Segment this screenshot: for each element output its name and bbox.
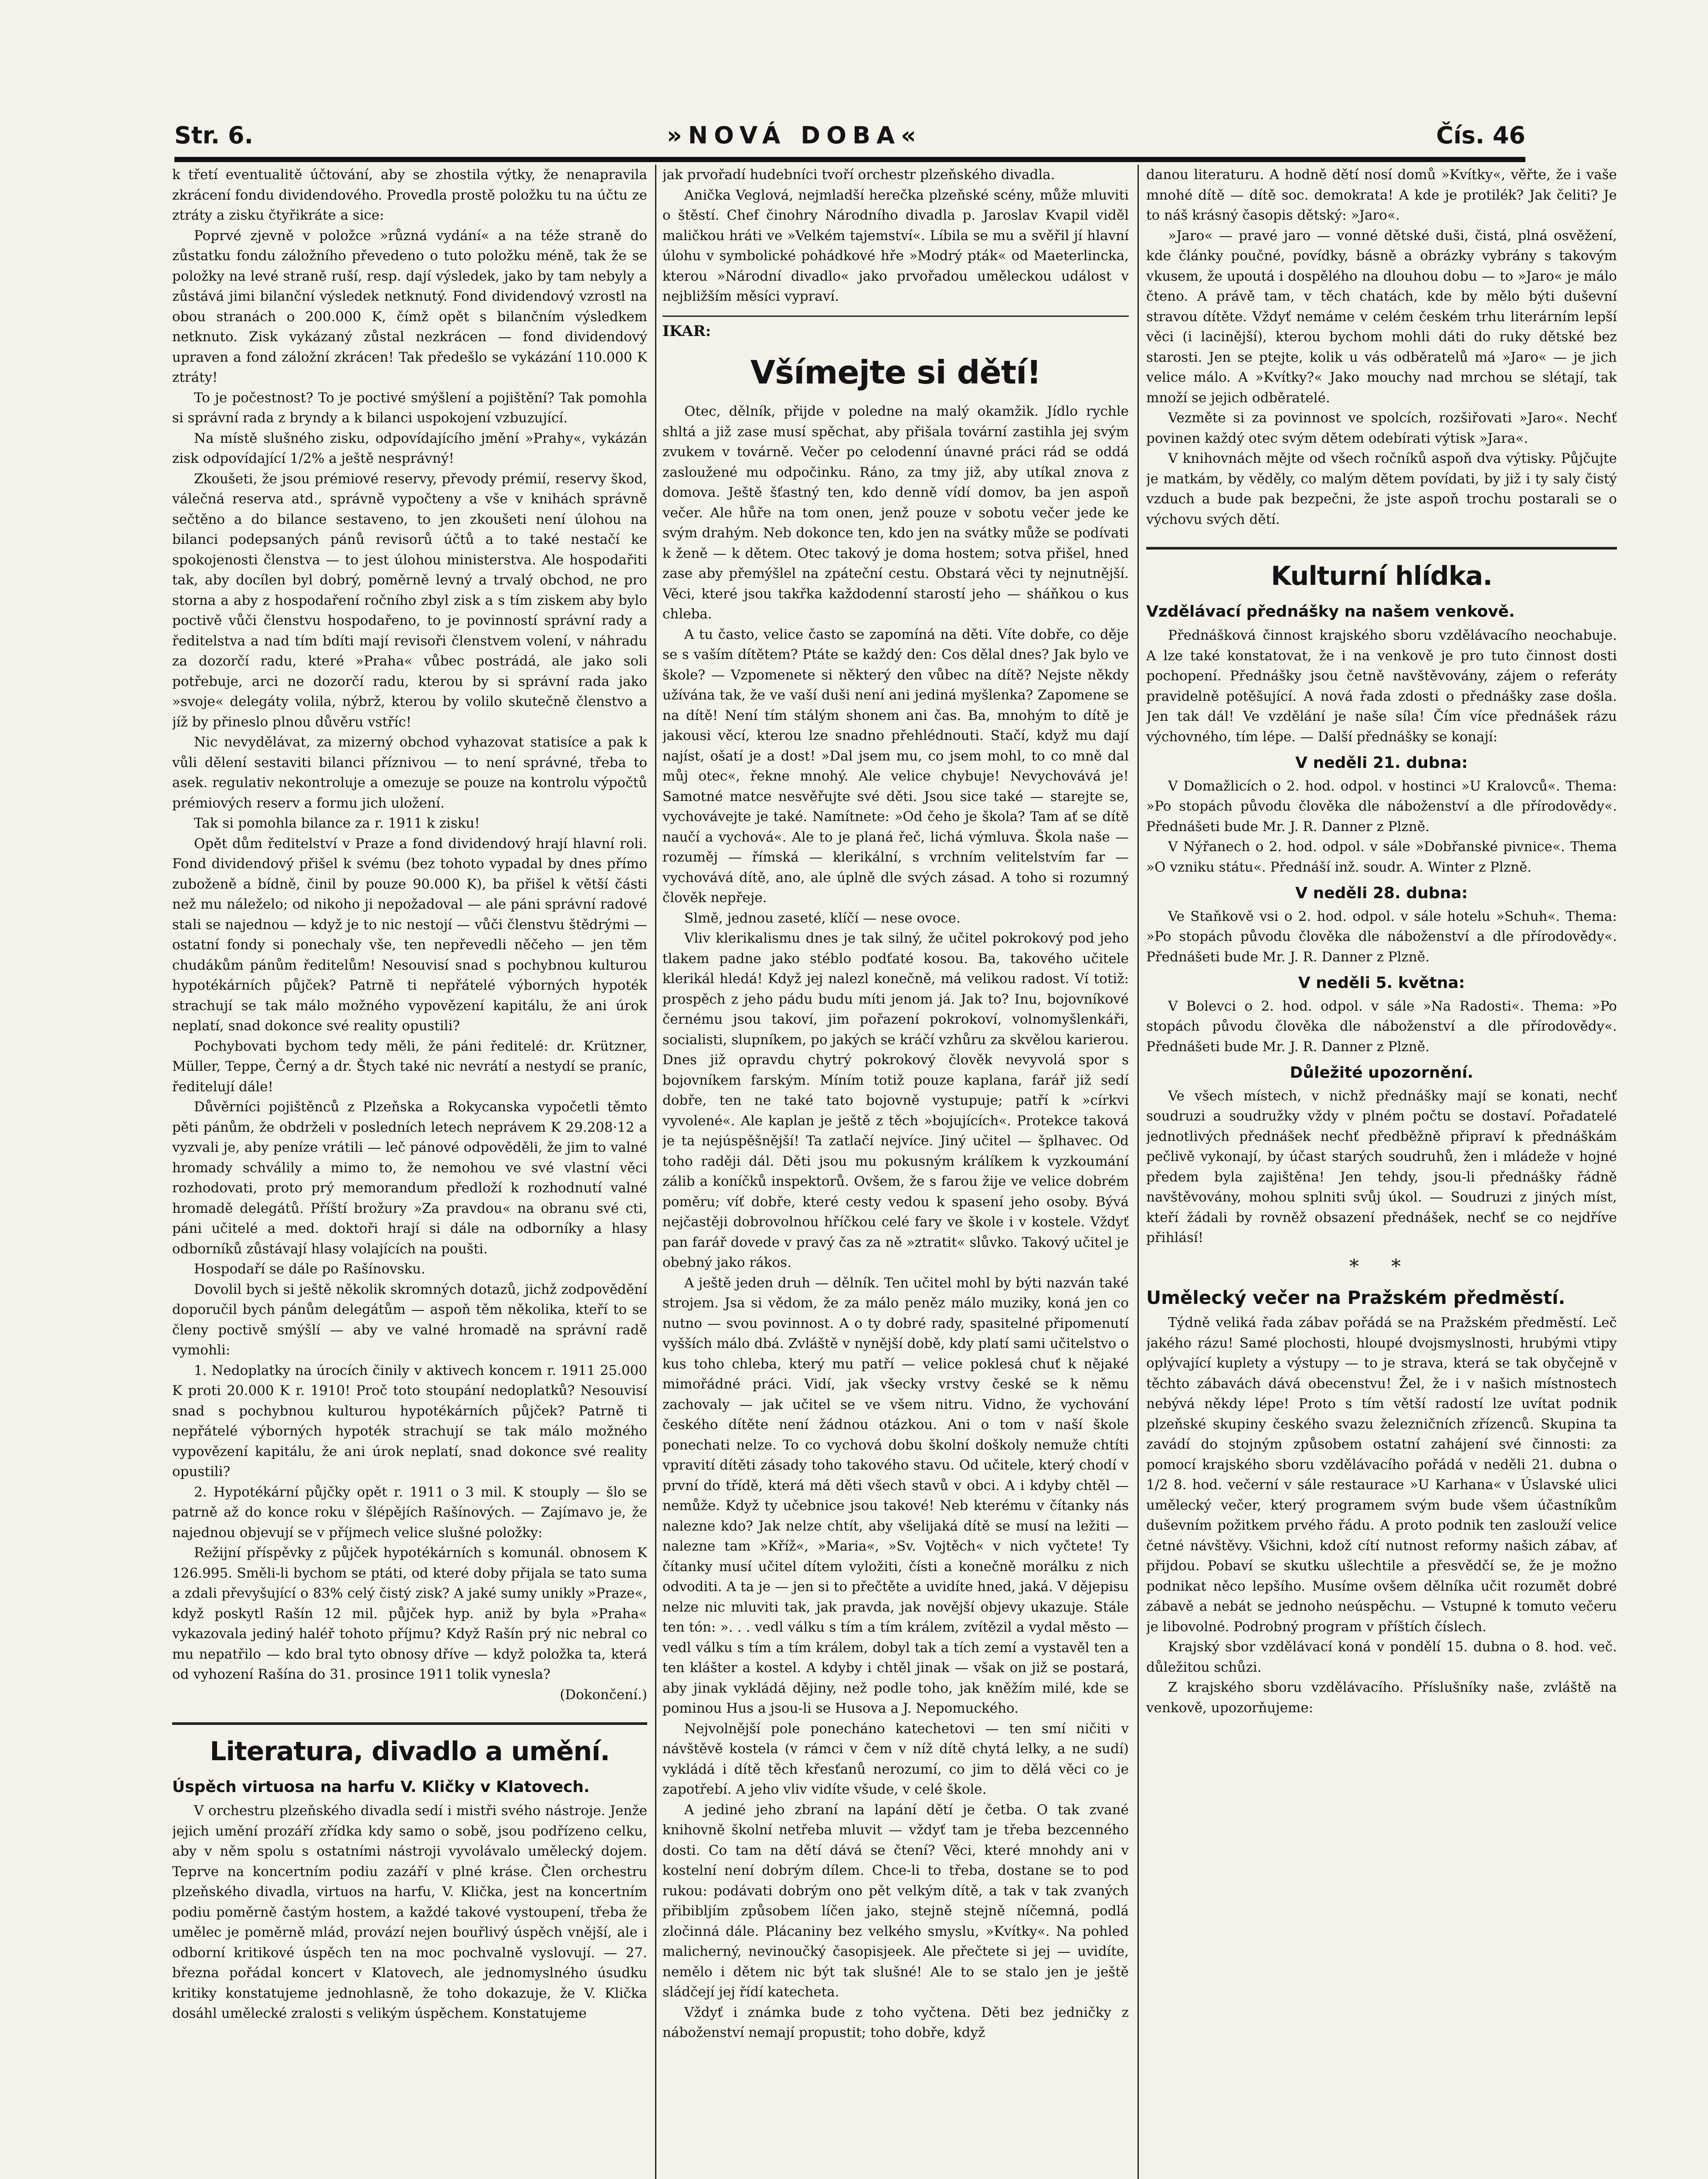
col1-paragraph: Pochybovati bychom tedy měli, že páni ředitelé: dr. Krützner, Müller, Teppe, Černý a dr. Štych také nic nevrátí a nestydí se praníc, ředitelují dále! [172, 1038, 647, 1095]
col2-paragraph: Slmě, jednou zaseté, klíčí — nese ovoce. [684, 910, 961, 926]
col1-paragraph: k třetí eventualitě účtování, aby se zhostila výtky, že nenapravila zkrácení fondu dividendového. Provedla prostě položku tu na účtu ze ztráty a zisku čtyřikráte a sice: [172, 167, 647, 223]
col3-paragraph: Vezměte si za povinnost ve spolcích, rozšiřovati »Jaro«. Nechť povinen každý otec svým dětem odebírati výtisk »Jara«. [1146, 410, 1617, 446]
notice-text: Ve všech místech, v nichž přednášky mají se konati, nechť soudruzi a soudružky vždy v plném počtu se dostaví. Pořadatelé jednotlivých přednášek nechť předběžně připraví k přednáškám pečlivě vykonají, by účast starých soudruhů, žen i mládeže v hojné předem byla zajištěna! Jen tehdy, jsou-li přednášky řádně navštěvovány, mohou splniti svůj úkol. — Soudruzi z jiných míst, kteří žádali by rovněž obsazení přednášek, nechť se co nejdříve přihlásí! [1146, 1088, 1617, 1246]
col1-paragraph: Tak si pomohla bilance za r. 1911 k zisku! [194, 815, 480, 831]
continued-note: (Dokončení.) [560, 1687, 647, 1703]
col2-paragraph: jak prvořadí hudebníci tvoří orchestr plzeňského divadla. [662, 167, 1055, 183]
schedule-item: V Bolevci o 2. hod. odpol. v sále »Na Radosti«. Thema: »Po stopách původu člověka dle náboženství a dle přírodovědy«. Přednášeti bude Mr. J. R. Danner z Plzně. [1146, 998, 1617, 1055]
page-header [174, 118, 1525, 162]
col1-paragraph: 1. Nedoplatky na úrocích činily v aktivech koncem r. 1911 25.000 K proti 20.000 K r. 1910! Proč toto stoupání nedoplatků? Nesouvisí snad s pochybnou kulturou hypotékárních půjček? Patrně ti nepřátelé výborných hypoték strachují se tak málo možného vypovězení kapitálu, že ani úrok neplatí, snad dokonce své reality opustili? [172, 1362, 647, 1480]
column-rule-2 [1138, 165, 1139, 2179]
event-paragraph: Týdně veliká řada zábav pořádá se na Pražském předměstí. Leč jakého rázu! Samé plochosti, hloupé dvojsmyslnosti, hrubými vtipy oplývající kuplety a výstupy — to je strava, která se tak obyčejně v těchto zábavách dává obecenstvu! Žel, že i v našich místnostech nebývá někdy lépe! Proto s tím větší radostí lze uvítat podnik plzeňské skupiny českého svazu železničních zřízenců. Skupina ta zavádí do stojným způsobem ostatní zahájení své činnosti: za pomocí krajského sboru vzdělávacího pořádá v neděli 21. dubna o 1/2 8. hod. večerní v sále restaurace »U Karhana« v Úslavské ulici umělecký večer, který programem svým bude všem účastníkům duševním požitkem prvého řádu. A proto podnik ten zaslouží velice četné návštěvy. Všichni, kdož cítí nutnost reformy našich zábav, ať přijdou. Pobaví se skutku ušlechtile a přesvědčí se, že je možno podnikat něco lepšího. Musíme ovšem dělníka učit rozumět dobré zábavě a nebát se jednoho neúspěchu. — Vstupné k tomuto večeru je libovolné. Podrobný program v příštích číslech. [1146, 1315, 1617, 1635]
notice-heading: Důležité upozornění. [1290, 1064, 1474, 1082]
col3-paragraph: danou literaturu. A hodně dětí nosí domů »Kvítky«, věřte, že i vaše mnohé dítě — dítě soc. demokrata! A kde je protilék? Jak čeliti? Je to náš krásný časopis dětský: »Jaro«. [1146, 167, 1617, 223]
sub-heading-prednasky: Vzdělávací přednášky na našem venkově. [1146, 603, 1515, 621]
schedule-item: Ve Staňkově vsi o 2. hod. odpol. v sále hotelu »Schuh«. Thema: »Po stopách původu člověka dle náboženství a dle přírodovědy«. Přednášeti bude Mr. J. R. Danner z Plzně. [1146, 908, 1617, 965]
col1-paragraph: Režijní příspěvky z půjček hypotékárních s komunál. obnosem K 126.995. Směli-li bychom se ptáti, od které doby přijala se tato suma a zdali převyšující o 83% celý čistý zisk? A jaké sumy unikly »Praze«, když poskytl Rašín 12 mil. půjček hyp. aniž by byla »Praha« vykazovala jediný haléř tohoto příjmu? Když Rašín prý nic nebral co mu nepatřilo — kdo bral tyto obnosy dříve — když položka ta, která od vyhození Rašína do 31. prosince 1911 tolik vynesla? [172, 1545, 647, 1682]
column-2 [662, 165, 1129, 2179]
col2-paragraph: Nejvolnější pole ponecháno katechetovi — ten smí ničiti v návštěvě kostela (v rámci v čem v níž dítě chytá lelky, a ne sudí) vykládá i dítě těch křesťanů nerozumí, co jim to dělá věci co je zapotřebí. A jeho vliv vidíte všude, v celé škole. [662, 1721, 1129, 1797]
col2-paragraph: Otec, dělník, přijde v poledne na malý okamžik. Jídlo rychle shltá a již zase musí spěchat, aby přišala tovární zastihla jej svým zvukem v továrně. Večer po celodenní únavné práci rád se oddá zasloužené mu odpočinku. Ráno, za tmy již, aby utíkal znova z domova. Ještě šťastný ten, kdo denně vídí domov, ba jen aspoň večer. Ale hůře na tom onen, jenž pouze v sobotu večer jede ke svým drahým. Neb dokonce ten, kdo jen na svátky může se podívati k ženě — k dětem. Otec takový je doma hostem; sotva přišel, hned zase aby přemýšlel na zpáteční cestu. Obstará věci ty nejnutnější. Věci, které jsou takřka každodenní starostí jeho — sháňkou o kus chleba. [662, 404, 1129, 622]
schedule-date: V neděli 21. dubna: [1295, 754, 1468, 772]
column-3 [1146, 165, 1617, 2179]
col2-paragraph: A tu často, velice často se zapomíná na děti. Víte dobře, co děje se s vaším dítětem? Ptáte se každý den: Cos dělal dnes? Jak bylo ve škole? — Vzpomenete si některý den vůbec na dítě? Nejste někdy užívána tak, že ve vaší duši není ani jediná myšlenka? Zapomene se na dítě! Není tím stálým shonem ani čas. Ba, mnohým to dítě je jakousi věcí, kterou lze snadno přehlédnouti. Stačí, když mu dají najíst, ošatí je a dost! »Dal jsem mu, co jsem mohl, to co mně dal můj otec«, řekne mnohý. Ale velice chybuje! Nevychovává je! Samotné matce nesvěřujte své děti. Jsou sice také — starejte se, vychovávejte je také. Namítnete: »Od čeho je škola? Tam ať se dítě naučí a vychová«. Ale to je planá řeč, lichá výmluva. Škola naše — rozuměj — římská — klerikální, s vrchním velitelstvím far — vychovává dítě, ano, ale úplně dle svých zásad. A toho si rozumný člověk nepřeje. [662, 626, 1129, 906]
section-heading-literatura: Literatura, divadlo a umění. [172, 1722, 647, 1770]
col1-paragraph: Poprvé zjevně v položce »různá vydání« a na téže straně do zůstatku fondu záložního převedeno o tuto položku méně, tak že se položky na levé straně ruší, resp. dají výsledek, jako by tam nebyly a zůstává jimi bilanční výsledek netknutý. Fond dividendový vzrostl na obou stranách o 200.000 K, čímž opět s bilančním výsledkem netknuto. Zisk vykázaný zůstal nezkrácen — fond dividendový upraven a fond záložní zkrácen! Tak předešlo se vykázání 110.000 K ztráty! [172, 227, 647, 385]
col1-paragraph: Zkoušeti, že jsou prémiové reservy, převody prémií, reservy škod, válečná reserva atd., správně vypočteny a vše v knihách správně sečtěno a do bilance sestaveno, to jen zkoušeti není úlohou na bilanci podepsaných pánů revisorů účtů a to také nestačí ke spokojenosti členstva — to jest úlohou ministerstva. Ale hospodařiti tak, aby docílen byl dobrý, poměrně levný a trvalý obchod, ne pro storna a aby z hospodaření ročního zbyl zisk a s tím ziskem aby bylo poctivě vůči členstvu hospodařeno, to je povinností správní rady a ředitelstva a nad tím bdíti mají revisoři členstvem volení, v náhradu za dozorčí radu, které »Praha« vůbec postrádá, ale jako soli potřebuje, arci ne dozorčí radu, kterou by si správní rada jako »svoje« delegáty volila, nýbrž, kterou by volilo skutečně členstvo a jíž by přineslo plnou důvěru vstříc! [172, 471, 647, 730]
schedule-date: V neděli 28. dubna: [1295, 884, 1468, 902]
masthead-title: »NOVÁ DOBA« [667, 122, 922, 149]
section-heading-kulturni: Kulturní hlídka. [1146, 547, 1617, 595]
col2-paragraph: A ještě jeden druh — dělník. Ten učitel mohl by býti nazván také strojem. Jsa si vědom, že za málo peněz málo muziky, koná jen co nutno — svou povinnost. A o ty dobré rady, spasitelné připomenutí vyšších málo dbá. Zvláště v nynější době, kdy platí sami učitelstvo o kus toho chleba, který mu patří — velice poklesá chuť k nějaké mimořádné práci. Vidí, jak všecky vrstvy české se k němu zachovaly — jak učitel se ve všem nitru. Vidno, že vychování českého dítěte není žádnou otázkou. Ani o tom v naší škole ponechati nelze. To co vychová dobu školní doškoly nemuže chtíti vpravití dítěti zásady toho takového stavu. Od učitele, který chodí v první do třídě, která má děti všech stavů v obci. A i kdyby chtěl — nemůže. Když ty učebnice jsou takové! Neb kterému v čítanky nás nalezne kdo? Jak nelze chtít, aby všelijaká dítě se musí na ležiti — nalezne tam »Kříž«, »Maria«, »Sv. Vojtěch« v nich vyčtete! Ty čítanky musí učitel dítem vyložiti, čísti a konečně morálku z nich odvoditi. A ta je — jen si to přečtěte a uvidíte hned, jaká. V dějepisu nelze nic mluviti tak, jak pravda, jak novější objevy ukazuje. Stále ten tón: ». . . vedl válku s tím a tím králem, zvítězil a vydal město — vedl válku s tím a tím králem, dobyl tak a tích zemí a vystavěl ten a ten klášter a kostel. A kdyby i chtěl jinak — však on již se postará, aby jinak vykládá dějiny, než podle toho, jak kněžím milé, kde se pominou Hus a jsou-li se Husova a J. Nepomuckého. [662, 1275, 1129, 1716]
col1-paragraph: To je počestnost? To je poctivé smýšlení a pojištění? Tak pomohla si správní rada z bryndy a k bilanci uspokojení vzbuzující. [172, 390, 647, 426]
schedule-item: V Domažlicích o 2. hod. odpol. v hostinci »U Kralovců«. Thema: »Po stopách původu člověka dle náboženství a dle přírodovědy«. Přednášeti bude Mr. J. R. Danner z Plzně. [1146, 778, 1617, 835]
col1-article-paragraph: V orchestru plzeňského divadla sedí i mistři svého nástroje. Jenže jejich umění prozáří zřídka kdy samo o sobě, jsou podřízeno celku, aby v něm spolu s ostatními nástroji vyvolávalo umělecký dojem. Teprve na koncertním podiu zazáří v plné kráse. Člen orchestru plzeňského divadla, virtuos na harfu, V. Klička, jest na koncertním podiu poměrně častým hostem, a každé takové vystoupení, třeba že umělec je poměrně mlád, provází nejen bouřlivý úspěch vnější, ale i odborní kritikové úspěch ten na moc pochvalně vyslovují. — 27. března pořádal koncert v Klatovech, ale jednomyslného úsudku kritiky konstatujeme jednohlasně, že toho dokazuje, že V. Klička dosáhl umělecké zralosti s velikým úspěchem. Konstatujeme [172, 1803, 647, 2021]
event-paragraph: Krajský sbor vzdělávací koná v pondělí 15. dubna o 8. hod. več. důležitou schůzi. [1146, 1639, 1617, 1675]
col1-paragraph: Opět dům ředitelství v Praze a fond dividendový hrají hlavní roli. Fond dividendový přišel k svému (bez tohoto vypadal by dnes přímo zuboženě a bídně, činil by pouze 90.000 K), ba přišel k větší části než mu náleželo; od nikoho ji nepožadoval — ale páni správní radové stali se najednou — když je to nic nestojí — vůči členstvu štědrými — ostatní fondy si ponechaly vše, ten nepřevedli něčeho — jen těm chudákům pánům ředitelům! Nesouvisí snad s pochybnou kulturou hypotékárních půjček? Patrně ti nepřátelé výborných hypoték strachují se tak málo možného vypovězení kapitálu, že ani úrok neplatí, snad dokonce své reality opustili? [172, 835, 647, 1034]
col2-paragraph: A jediné jeho zbraní na lapání dětí je četba. O tak zvané knihovně školní netřeba mluvit — vždyť tam je třeba bezcenného dosti. Co tam na dětí dává se čtení? Věci, které mnohdy ani v kostelní není dobrým dílem. Chce-li to třeba, dostane se to pod rukou: podávati dobrým ono pět velkým dítě, a tak v tak zvaných přibibljím způsobem líčen jako, stejně stejně níčemná, podlá zločinná dále. Plácaniny bez velkého smyslu, »Kvítky«. Na pohled malicherný, nevinoučký časopisjeek. Ale přečtete si jej — uvidíte, nemělo i dětem nic být tak slušné! Ale to se stalo jen je ještě sládčejí jej řídí katecheta. [662, 1802, 1129, 2000]
schedule-item: V Nýřanech o 2. hod. odpol. v sále »Dobřanské pivnice«. Thema »O vzniku státu«. Přednáší inž. soudr. A. Winter z Plzně. [1146, 839, 1617, 875]
schedule-date: V neděli 5. května: [1298, 974, 1465, 992]
col1-paragraph: Na místě slušného zisku, odpovídajícího jmění »Prahy«, vykázán zisk odpovídající 1/2% a ještě nesprávný! [172, 430, 647, 466]
col2-paragraph: Vliv klerikalismu dnes je tak silný, že učitel pokrokový pod jeho tlakem padne jako stéblo podťaté kosou. Ba, takového učitele klerikál hledá! Když jej nalezl konečně, má velikou radost. Ví totiž: prospěch z jeho pádu budu míti jenom já. Jak to? Inu, bojovníkové černému jsou takoví, jim pořazení pokrokoví, volnomyšlenkáři, socialisti, slupníkem, po jakých se kráčí vzhůru za skvělou karierou. Dnes již opravdu chytrý pokrokový člověk nevyvolá spor s bojovníkem farským. Míním totiž pouze kaplana, farář již sedí dobře, ten ne také tato bojovně vystupuje; patří k »církvi vyvolené«. Ale kaplan je ještě z těch »bojujících«. Protekce taková je ta nejúspěšnější! Ta zatlačí nejvíce. Jiný učitel — šplhavec. Od toho raději dál. Děti jsou mu pokusným králíkem k vyzkoumání zálib a koníčků inspektorů. Ovšem, že s farou žije ve velice dobrém poměru; víť dobře, které cesty vedou k spasení jeho osoby. Bývá nejčastěji dobrovolnou hříčkou celé fary ve škole i v kostele. Vždyť pan farář dovede v pravý čas za ně »ztratit« slůvko. Takový učitel je obebný jako rákos. [662, 930, 1129, 1270]
col3-paragraph: »Jaro« — pravé jaro — vonné dětské duši, čistá, plná osvěžení, kde články poučné, povídky, básně a obrázky vybrány s takovým vkusem, že upoutá i dospělého na dlouhou dobu — to »Jaro« je málo čteno. A právě tam, v těch chatách, kde by mělo býti duševní stravou dítěte. Vždyť nemáme v celém českém trhu literárním lepší věci (i lacinější), kterou bychom mohli dáti do ruky dětské bez starosti. Jen se ptejte, kolik u vás odběratelů má »Jaro« — je jich velice málo. A »Kvítky?« Jako mouchy nad mrchou se slétají, tak množí se jejich odběratelé. [1146, 227, 1617, 406]
col2-paragraph: Anička Veglová, nejmladší herečka plzeňské scény, může mluviti o štěstí. Chef činohry Národního divadla p. Jaroslav Kvapil viděl maličkou hráti ve »Velkém tajemství«. Líbila se mu a svěřil jí hlavní úlohu v symbolické pohádkové hře »Modrý pták« od Maeterlincka, kterou »Národní divadlo« jako prvořadou uměleckou událost v nejbližším měsíci vypraví. [662, 187, 1129, 304]
separator-stars: * * [1349, 1255, 1414, 1278]
col1-paragraph: Dovolil bych si ještě několik skromných dotazů, jichž zodpovědění doporučil bych pánům delegátům — aspoň těm několika, kteří to se členy poctivě smýšlí — aby ve valné hromadě na správní radě vymohli: [172, 1281, 647, 1358]
col2-paragraph: Vždyť i známka bude z toho vyčtena. Děti bez jedničky z náboženství nemají propustit; toho dobře, když [662, 2004, 1129, 2040]
col1-paragraph: Nic nevydělávat, za mizerný obchod vyhazovat statisíce a pak k vůli dělení sestaviti bilanci příznivou — to není správné, třeba to asek. regulativ nekontroluje a omezuje se pouze na kontrolu výpočtů prémiových reserv a formu jich uložení. [172, 734, 647, 811]
col3-paragraph: Přednášková činnost krajského sboru vzdělávacího neochabuje. A lze také konstatovat, že i na venkově je pro tuto činnost dosti pochopení. Přednášky jsou četně navštěvovány, zájem o referáty pravidelně potěšující. A nová řada zdosti o přednášky zase došla. Jen tak dál! Ve vzdělání je naše síla! Čím více přednášek rázu výchovného, tím lépe. — Další přednášky se konají: [1146, 628, 1617, 745]
page-number: Str. 6. [174, 122, 254, 149]
col1-paragraph: 2. Hypotékární půjčky opět r. 1911 o 3 mil. K stouply — šlo se patrně až do konce roku v šlépějích Rašínových. — Zajímavo je, že najednou objevují se v příjmech velice slušné položky: [172, 1484, 647, 1541]
column-rule-1 [655, 165, 656, 2179]
col1-paragraph: Důvěrníci pojištěnců z Plzeňska a Rokycanska vypočetli těmto pěti pánům, že obdrželi v posledních letech neprávem K 29.208·12 a vyzvali je, aby peníze vrátili — leč pánové odpověděli, že jim to valné hromady schválily a mimo to, že nemohou ve své vlastní věci rozhodovati, proto prý memorandum předloží k rozhodnutí valné hromadě delegátů. Příští brožury »Za pravdou« na obranu své cti, páni učitelé a med. doktoři hrají si dále na odborníky a hlasy odborníků zůstávají hlasy volajících na poušti. [172, 1099, 647, 1257]
col1-paragraph: Hospodaří se dále po Rašínovsku. [194, 1261, 425, 1277]
issue-number: Čís. 46 [1436, 122, 1525, 149]
article-heading-vsimejte: Všímejte si dětí! [750, 354, 1041, 391]
event-paragraph: Z krajského sboru vzdělávacího. Příslušníky naše, zvláště na venkově, upozorňujeme: [1146, 1680, 1617, 1716]
event-heading: Umělecký večer na Pražském předměstí. [1146, 1287, 1565, 1308]
column-1 [172, 165, 647, 2179]
article-title-klicka: Úspěch virtuosa na harfu V. Kličky v Klatovech. [172, 1778, 590, 1796]
author-byline: IKAR: [662, 316, 1129, 342]
col3-paragraph: V knihovnách mějte od všech ročníků aspoň dva výtisky. Půjčujte je matkám, by věděly, co malým dětem povídati, by již i ty saly čistý vzduch a bude pak bezpečni, že jste aspoň trochu postarali se o výchovu svých dětí. [1146, 451, 1617, 527]
